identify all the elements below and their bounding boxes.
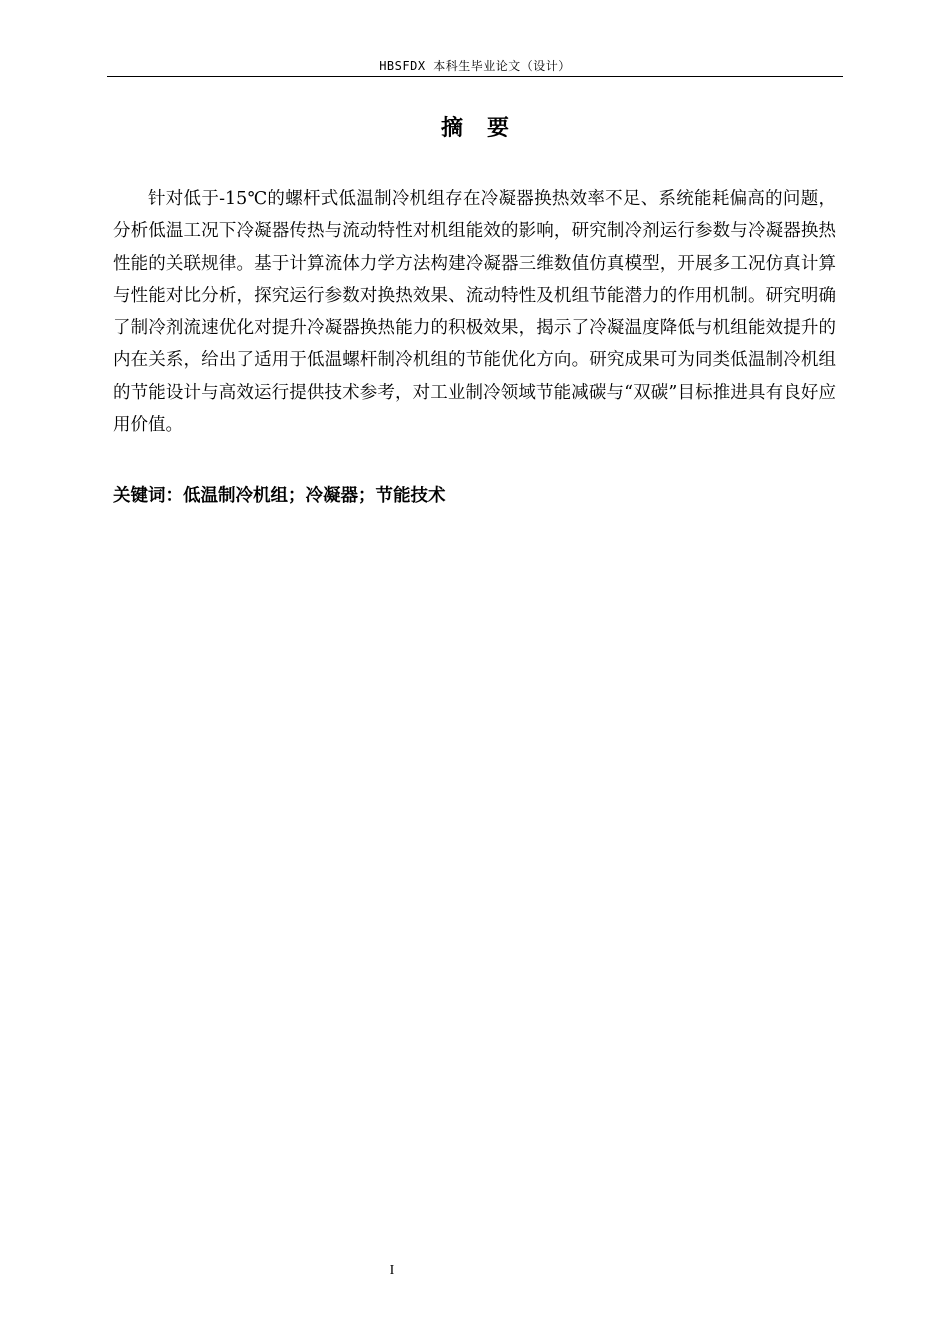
abstract-body: 针对低于-15℃的螺杆式低温制冷机组存在冷凝器换热效率不足、系统能耗偏高的问题，分析低温工况下冷凝器传热与流动特性对机组能效的影响，研究制冷剂运行参数与冷凝器换热性能的关联规律。基于计算流体力学方法构建冷凝器三维数值仿真模型，开展多工况仿真计算与性能对比分析，探究运行参数对换热效果、流动特性及机组节能潜力的作用机制。研究明确了制冷剂流速优化对提升冷凝器换热能力的积极效果，揭示了冷凝温度降低与机组能效提升的内在关系，给出了适用于低温螺杆制冷机组的节能优化方向。研究成果可为同类低温制冷机组的节能设计与高效运行提供技术参考，对工业制冷领域节能减碳与“双碳”目标推进具有良好应用价值。 <box>113 189 836 436</box>
header-divider <box>107 76 843 77</box>
abstract-title: 摘要 <box>440 116 533 141</box>
keywords-line: 关键词：低温制冷机组；冷凝器；节能技术 <box>113 486 446 506</box>
page-number: I <box>389 1263 395 1278</box>
running-header: HBSFDX 本科生毕业论文（设计） <box>379 59 571 73</box>
